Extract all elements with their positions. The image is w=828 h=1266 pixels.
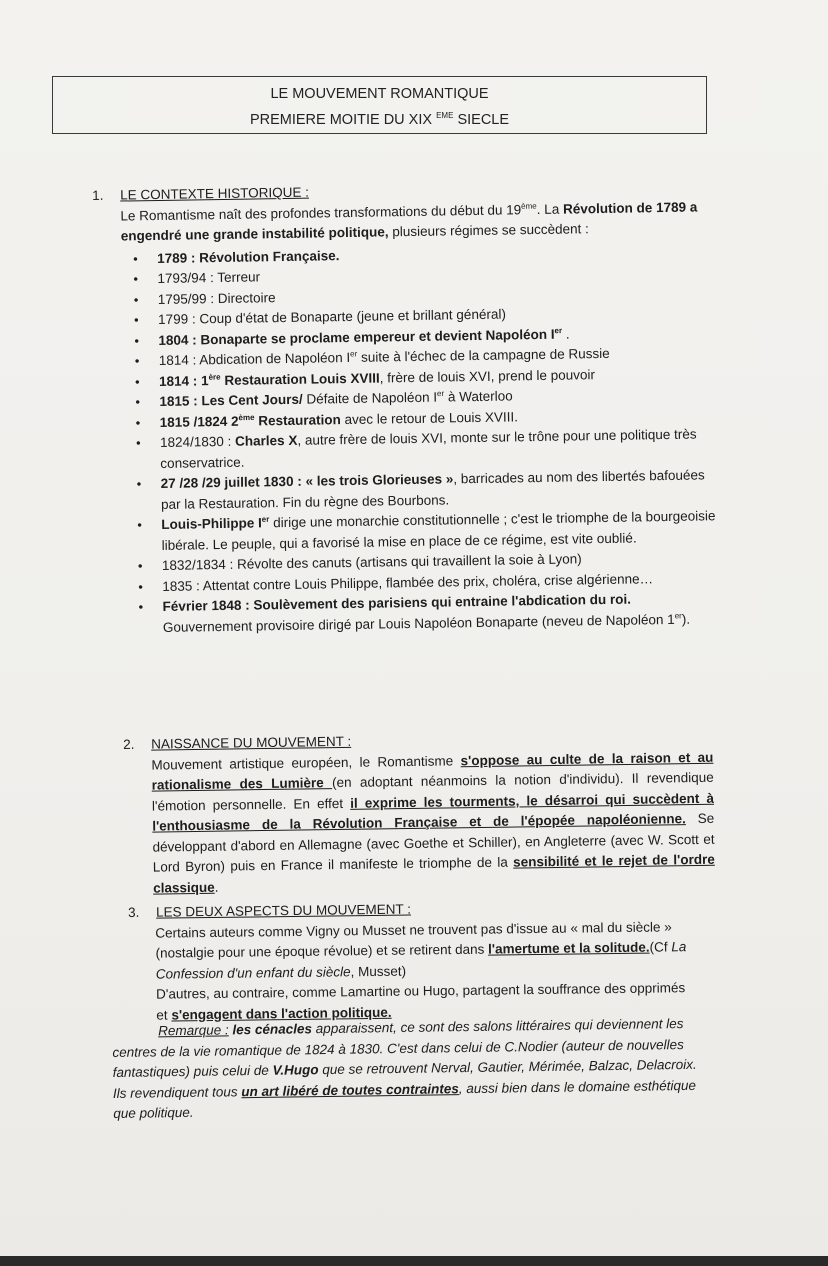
- page-bottom-edge: [0, 1256, 828, 1266]
- section-two-aspects: [128, 896, 689, 1026]
- list-item: • 1793/94 : Terreur: [121, 260, 713, 290]
- list-item: • 1804 : Bonaparte se proclame empereur et devient Napoléon Ier .: [122, 322, 714, 352]
- section-heading: 3. LES DEUX ASPECTS DU MOUVEMENT :: [128, 901, 411, 920]
- list-item: • 1795/99 : Directoire: [122, 281, 714, 311]
- list-item: • 1799 : Coup d'état de Bonaparte (jeune et brillant général): [122, 301, 714, 331]
- section-paragraph: Certains auteurs comme Vigny ou Musset ne trouvent pas d'issue au « mal du siècle » (nostalgie pour une époque révolue) et se retirent dans l'amertume et la solitude.(Cf La Confession d'un enfant du siècle, Musset) D'autres, au contraire, comme Lamartine ou Hugo, partagent la souffrance des opprimés et s'engagent dans l'action politique.: [155, 918, 687, 1023]
- list-item: • Février 1848 : Soulèvement des parisiens qui entraine l'abdication du roi. Gouvernement provisoire dirigé par Louis Napoléon Bonaparte (neveu de Napoléon 1er).: [126, 588, 719, 638]
- section-intro: Le Romantisme naît des profondes transformations du début du 19ème. La Révolution de 1789 a engendré une grande instabilité politique, plusieurs régimes se succèdent : • 1789 : Révolution Française. • 1793/94 : Terreur • 1795/99 : Directoire • 1799 : Coup d'état de Bonaparte (jeune et brillant général) • 1804 : Bonaparte se proclame empereur et devient Napoléon Ier . • 1814 : Abdication de Napoléon Ier suite à l'échec de la campagne de Russie • 1814 : 1ère Restauration Louis XVIII, frère de louis XVI, prend le pouvoir • 1815 : Les Cent Jours/ Défaite de Napoléon Ier à Waterloo • 1815 /1824 2ème Restauration avec le retour de Louis XVIII. • 1824/1830 : Charles X, autre frère de louis XVI, monte sur le trône pour une politique très conservatrice. • 27 /28 /29 juillet 1830 : « les trois Glorieuses », barricades au nom des libertés bafouées par la Restauration. Fin du règne des Bourbons. • Louis-Philippe Ier dirige une monarchie constitutionnelle ; c'est le triomphe de la bourgeoisie libérale. Le peuple, qui a favorisé la mise en place de ce régime, est vite oublié. • 1832/1834 : Révolte des canuts (artisans qui travaillent la soie à Lyon) • 1835 : Attentat contre Louis Philippe, flambée des prix, choléra, crise algérienne… • Février 1848 : Soulèvement des parisiens qui entraine l'abdication du roi. Gouvernement provisoire dirigé par Louis Napoléon Bonaparte (neveu de Napoléon 1er).: [92, 197, 719, 639]
- list-item: • 1815 : Les Cent Jours/ Défaite de Napoléon Ier à Waterloo: [123, 383, 715, 413]
- list-item: • 27 /28 /29 juillet 1830 : « les trois Glorieuses », barricades au nom des libertés bafouées par la Restauration. Fin du règne des Bourbons.: [125, 465, 718, 515]
- list-item: • 1789 : Révolution Française.: [121, 240, 713, 270]
- section-birth-of-movement: [123, 727, 715, 899]
- remark-label: Remarque :: [158, 1022, 229, 1039]
- title-line-2: PREMIERE MOITIE DU XIX $^{EME}$ SIECLE: [249, 111, 510, 128]
- list-item: • 1814 : Abdication de Napoléon Ier suite à l'échec de la campagne de Russie: [123, 342, 715, 372]
- title-box: [52, 76, 707, 134]
- section-historical-context: [92, 176, 719, 639]
- remark-paragraph: Remarque : les cénacles apparaissent, ce sont des salons littéraires qui deviennent les centres de la vie romantique de 1824 à 1830. C'est dans celui de C.Nodier (auteur de nouvelles fantastiques) puis celui de V.Hugo que se retrouvent Nerval, Gautier, Mérimée, Balzac, Delacroix. Ils revendiquent tous un art libéré de toutes contraintes, aussi bien dans le domaine esthétique que politique.: [112, 1016, 697, 1121]
- list-item: • Louis-Philippe Ier dirige une monarchie constitutionnelle ; c'est le triomphe de la bourgeoisie libérale. Le peuple, qui a favorisé la mise en place de ce régime, est vite oublié.: [125, 506, 718, 556]
- section-heading: 2. NAISSANCE DU MOUVEMENT :: [123, 733, 352, 752]
- section-paragraph: Mouvement artistique européen, le Romantisme s'oppose au culte de la raison et au rationalisme des Lumière (en adoptant néanmoins la notion d'individu). Il revendique l'émotion personnelle. En effet il exprime les tourments, le désarroi qui succèdent à l'enthousiasme de la Révolution Française et de l'épopée napoléonienne. Se développant d'abord en Allemagne (avec Goethe et Schiller), en Angleterre (avec W. Scott et Lord Byron) puis en France il manifeste le triomphe de la sensibilité et le rejet de l'ordre classique.: [151, 749, 715, 896]
- list-item: • 1814 : 1ère Restauration Louis XVIII, frère de louis XVI, prend le pouvoir: [123, 363, 715, 393]
- event-list: [121, 240, 719, 639]
- list-item: • 1815 /1824 2ème Restauration avec le retour de Louis XVIII.: [124, 404, 716, 434]
- title-line-1: LE MOUVEMENT ROMANTIQUE: [270, 86, 489, 102]
- list-item: • 1824/1830 : Charles X, autre frère de louis XVI, monte sur le trône pour une politique très conservatrice.: [124, 424, 717, 474]
- list-item: • 1835 : Attentat contre Louis Philippe, flambée des prix, choléra, crise algérienne…: [126, 568, 718, 598]
- list-item: • 1832/1834 : Révolte des canuts (artisans qui travaillent la soie à Lyon): [126, 547, 718, 577]
- section-heading: 1. LE CONTEXTE HISTORIQUE :: [92, 184, 310, 203]
